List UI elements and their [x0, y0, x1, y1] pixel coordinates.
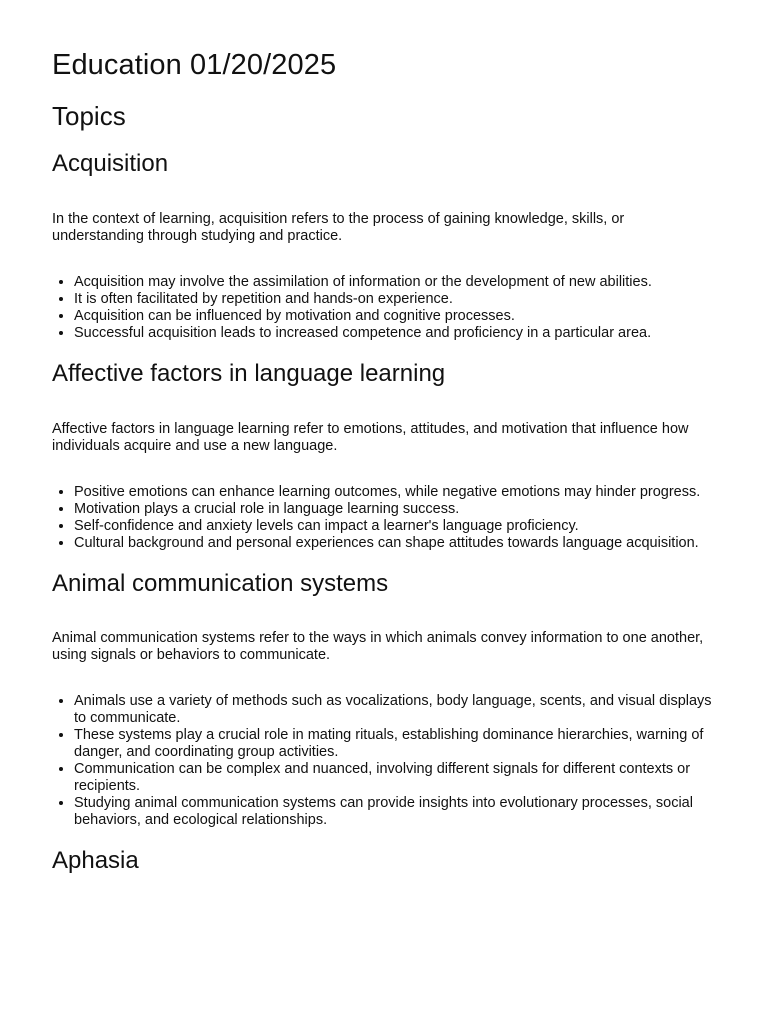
list-item: • Successful acquisition leads to increased competence and proficiency in a particular area.: [74, 325, 714, 342]
section-animal-communication: [52, 570, 716, 830]
bullet-list: [52, 274, 714, 342]
list-item: • Positive emotions can enhance learning outcomes, while negative emotions may hinder progress.: [74, 484, 714, 501]
section-aphasia: [52, 847, 716, 876]
document-title: Education 01/20/2025: [52, 49, 337, 81]
section-heading: Animal communication systems: [52, 569, 389, 597]
section-affective-factors: [52, 360, 716, 552]
list-item: • Studying animal communication systems can provide insights into evolutionary processes, social behaviors, and ecological relationships.: [74, 795, 714, 829]
list-item: • Acquisition can be influenced by motivation and cognitive processes.: [74, 308, 714, 325]
section-acquisition: [52, 150, 716, 342]
section-body: Affective factors in language learning refer to emotions, attitudes, and motivation that influence how individuals acquire and use a new language.: [52, 420, 689, 454]
list-item: • Animals use a variety of methods such as vocalizations, body language, scents, and visual displays to communicate.: [74, 693, 714, 727]
list-item: • Cultural background and personal experiences can shape attitudes towards language acquisition.: [74, 535, 714, 552]
bullet-list: [52, 693, 714, 829]
section-heading: Affective factors in language learning: [52, 359, 446, 387]
section-body: Animal communication systems refer to the ways in which animals convey information to one another, using signals or behaviors to communicate.: [52, 630, 704, 664]
list-item: • Motivation plays a crucial role in language learning success.: [74, 501, 714, 518]
list-item: • Self-confidence and anxiety levels can impact a learner's language proficiency.: [74, 518, 714, 535]
section-body: In the context of learning, acquisition refers to the process of gaining knowledge, skills, or understanding through studying and practice.: [52, 210, 625, 244]
section-heading: Aphasia: [52, 847, 139, 875]
list-item: • Communication can be complex and nuanced, involving different signals for different contexts or recipients.: [74, 761, 714, 795]
list-item: • It is often facilitated by repetition and hands-on experience.: [74, 291, 714, 308]
list-item: • Acquisition may involve the assimilation of information or the development of new abilities.: [74, 274, 714, 291]
bullet-list: [52, 484, 714, 552]
list-item: • These systems play a crucial role in mating rituals, establishing dominance hierarchies, warning of danger, and coordinating group activities.: [74, 727, 714, 761]
section-heading: Acquisition: [52, 149, 169, 177]
topics-heading: Topics: [52, 100, 126, 131]
